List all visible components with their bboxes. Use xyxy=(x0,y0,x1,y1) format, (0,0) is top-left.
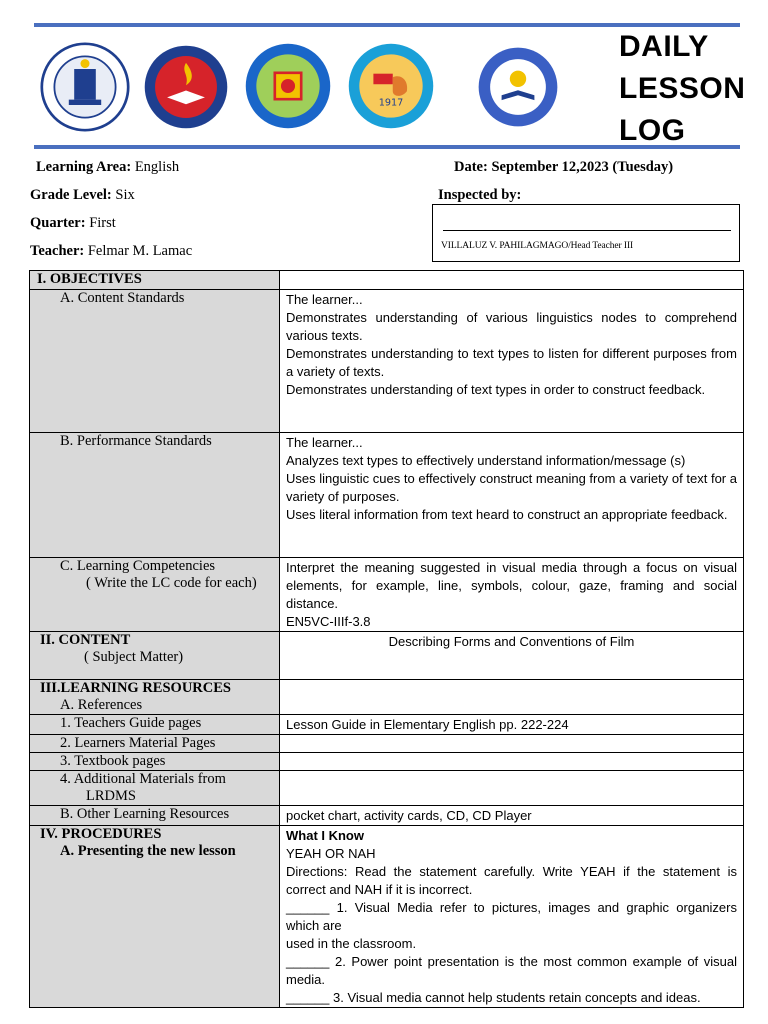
objectives-heading-cell xyxy=(30,271,280,290)
table-row xyxy=(30,632,744,680)
content-value: Describing Forms and Conventions of Film xyxy=(280,632,744,680)
other-resources-value: pocket chart, activity cards, CD, CD Player xyxy=(280,806,744,826)
learning-competencies-cell xyxy=(30,558,280,632)
proc-line-4: used in the classroom. xyxy=(286,936,417,951)
deped-seal-icon xyxy=(38,42,132,132)
cs-line-4: Demonstrates understanding of text types in order to construct feedback. xyxy=(286,382,706,397)
lesson-date xyxy=(454,159,673,176)
content-cell xyxy=(30,632,280,680)
ps-line-1: The learner... xyxy=(286,435,363,450)
learning-competencies-sub: ( Write the LC code for each) xyxy=(86,575,257,591)
teachers-guide-cell xyxy=(30,715,280,735)
content-standards-cell xyxy=(30,290,280,433)
teacher xyxy=(30,243,192,260)
title-line-3: LOG xyxy=(619,114,686,147)
empty-cell xyxy=(280,753,744,771)
table-row xyxy=(30,771,744,806)
banghay-elementary-school-seal-icon xyxy=(470,46,566,128)
learning-competencies-label: C. Learning Competencies xyxy=(60,558,216,574)
procedures-cell xyxy=(30,826,280,1008)
grade-level xyxy=(30,187,135,204)
procedures-heading: IV. PROCEDURES xyxy=(40,826,162,842)
inspection-box xyxy=(432,204,740,262)
performance-standards-label: B. Performance Standards xyxy=(60,433,212,449)
grade-level-value: Six xyxy=(115,187,135,203)
svg-text:1917: 1917 xyxy=(378,97,404,109)
quarter xyxy=(30,215,116,232)
content-standards-label: A. Content Standards xyxy=(60,290,185,306)
other-resources-cell xyxy=(30,806,280,826)
learning-area-label: Learning Area: xyxy=(36,159,132,175)
proc-line-3: ______ 1. Visual Media refer to pictures, images and graphic organizers which are xyxy=(286,900,737,933)
table-row xyxy=(30,433,744,558)
quarter-label: Quarter: xyxy=(30,215,86,231)
content-heading: II. CONTENT xyxy=(40,632,131,648)
division-of-marinduque-seal-icon xyxy=(240,42,336,130)
district-of-gasan-seal-icon xyxy=(342,42,440,130)
additional-materials-label: 4. Additional Materials from xyxy=(60,771,226,787)
learning-resources-heading: III.LEARNING RESOURCES xyxy=(40,680,231,696)
proc-line-5: ______ 2. Power point presentation is the most common example of visual media. xyxy=(286,954,737,987)
other-resources-label: B. Other Learning Resources xyxy=(60,806,230,822)
additional-materials-cell xyxy=(30,771,280,806)
date-value: September 12,2023 (Tuesday) xyxy=(491,159,674,175)
teacher-value: Felmar M. Lamac xyxy=(87,243,193,259)
additional-materials-sub: LRDMS xyxy=(86,788,136,804)
ps-line-3: Uses linguistic cues to effectively construct meaning from a variety of text for a variety of purposes. xyxy=(286,471,737,504)
learning-area-value: English xyxy=(134,159,180,175)
empty-cell xyxy=(280,680,744,715)
table-row xyxy=(30,806,744,826)
learners-material-cell xyxy=(30,735,280,753)
teachers-guide-value: Lesson Guide in Elementary English pp. 222-224 xyxy=(280,715,744,735)
table-row xyxy=(30,290,744,433)
what-i-know: What I Know xyxy=(286,828,364,843)
proc-line-1: YEAH OR NAH xyxy=(286,846,376,861)
quarter-value: First xyxy=(89,215,116,231)
cs-line-3: Demonstrates understanding to text types to listen for different purposes from a variety of texts. xyxy=(286,346,737,379)
content-standards-value xyxy=(280,290,744,433)
empty-cell xyxy=(280,735,744,753)
table-row xyxy=(30,558,744,632)
cs-line-1: The learner... xyxy=(286,292,363,307)
table-row xyxy=(30,715,744,735)
objectives-heading: I. OBJECTIVES xyxy=(37,271,142,287)
proc-line-6: ______ 3. Visual media cannot help students retain concepts and ideas. xyxy=(286,990,701,1005)
inspected-by-label: Inspected by: xyxy=(438,187,522,203)
empty-cell xyxy=(280,771,744,806)
proc-line-2: Directions: Read the statement carefully. Write YEAH if the statement is correct and NAH if it is incorrect. xyxy=(286,864,737,897)
ps-line-4: Uses literal information from text heard to construct an appropriate feedback. xyxy=(286,507,728,522)
textbook-cell xyxy=(30,753,280,771)
table-row xyxy=(30,753,744,771)
signature-line xyxy=(443,230,731,231)
lesson-table xyxy=(29,270,744,1008)
ps-line-2: Analyzes text types to effectively understand information/message (s) xyxy=(286,453,686,468)
content-sub: ( Subject Matter) xyxy=(84,649,184,665)
table-row xyxy=(30,271,744,290)
date-label: Date: xyxy=(454,159,488,175)
procedures-value xyxy=(280,826,744,1008)
table-row xyxy=(30,826,744,1008)
presenting-label: A. Presenting the new lesson xyxy=(60,843,236,859)
document-title xyxy=(619,26,745,152)
teachers-guide-label: 1. Teachers Guide pages xyxy=(60,715,202,731)
table-row xyxy=(30,680,744,715)
learning-competencies-value xyxy=(280,558,744,632)
teacher-label: Teacher: xyxy=(30,243,85,259)
learning-area xyxy=(36,159,179,176)
table-row xyxy=(30,735,744,753)
lc-line-1: Interpret the meaning suggested in visual media through a focus on visual elements, for example, line, symbols, colour, gaze, framing and social distance. xyxy=(286,560,737,611)
performance-standards-value xyxy=(280,433,744,558)
performance-standards-cell xyxy=(30,433,280,558)
references-label: A. References xyxy=(60,697,143,713)
empty-cell xyxy=(280,271,744,290)
grade-level-label: Grade Level: xyxy=(30,187,112,203)
lc-code: EN5VC-IIIf-3.8 xyxy=(286,614,371,629)
learners-material-label: 2. Learners Material Pages xyxy=(60,735,216,751)
textbook-label: 3. Textbook pages xyxy=(60,753,166,769)
cs-line-2: Demonstrates understanding of various linguistics nodes to comprehend various texts. xyxy=(286,310,737,343)
department-of-education-seal-icon xyxy=(140,44,232,130)
inspector-name: VILLALUZ V. PAHILAGMAGO/Head Teacher III xyxy=(441,241,634,251)
title-line-2: LESSON xyxy=(619,72,746,105)
learning-resources-cell xyxy=(30,680,280,715)
title-line-1: DAILY xyxy=(619,30,709,63)
